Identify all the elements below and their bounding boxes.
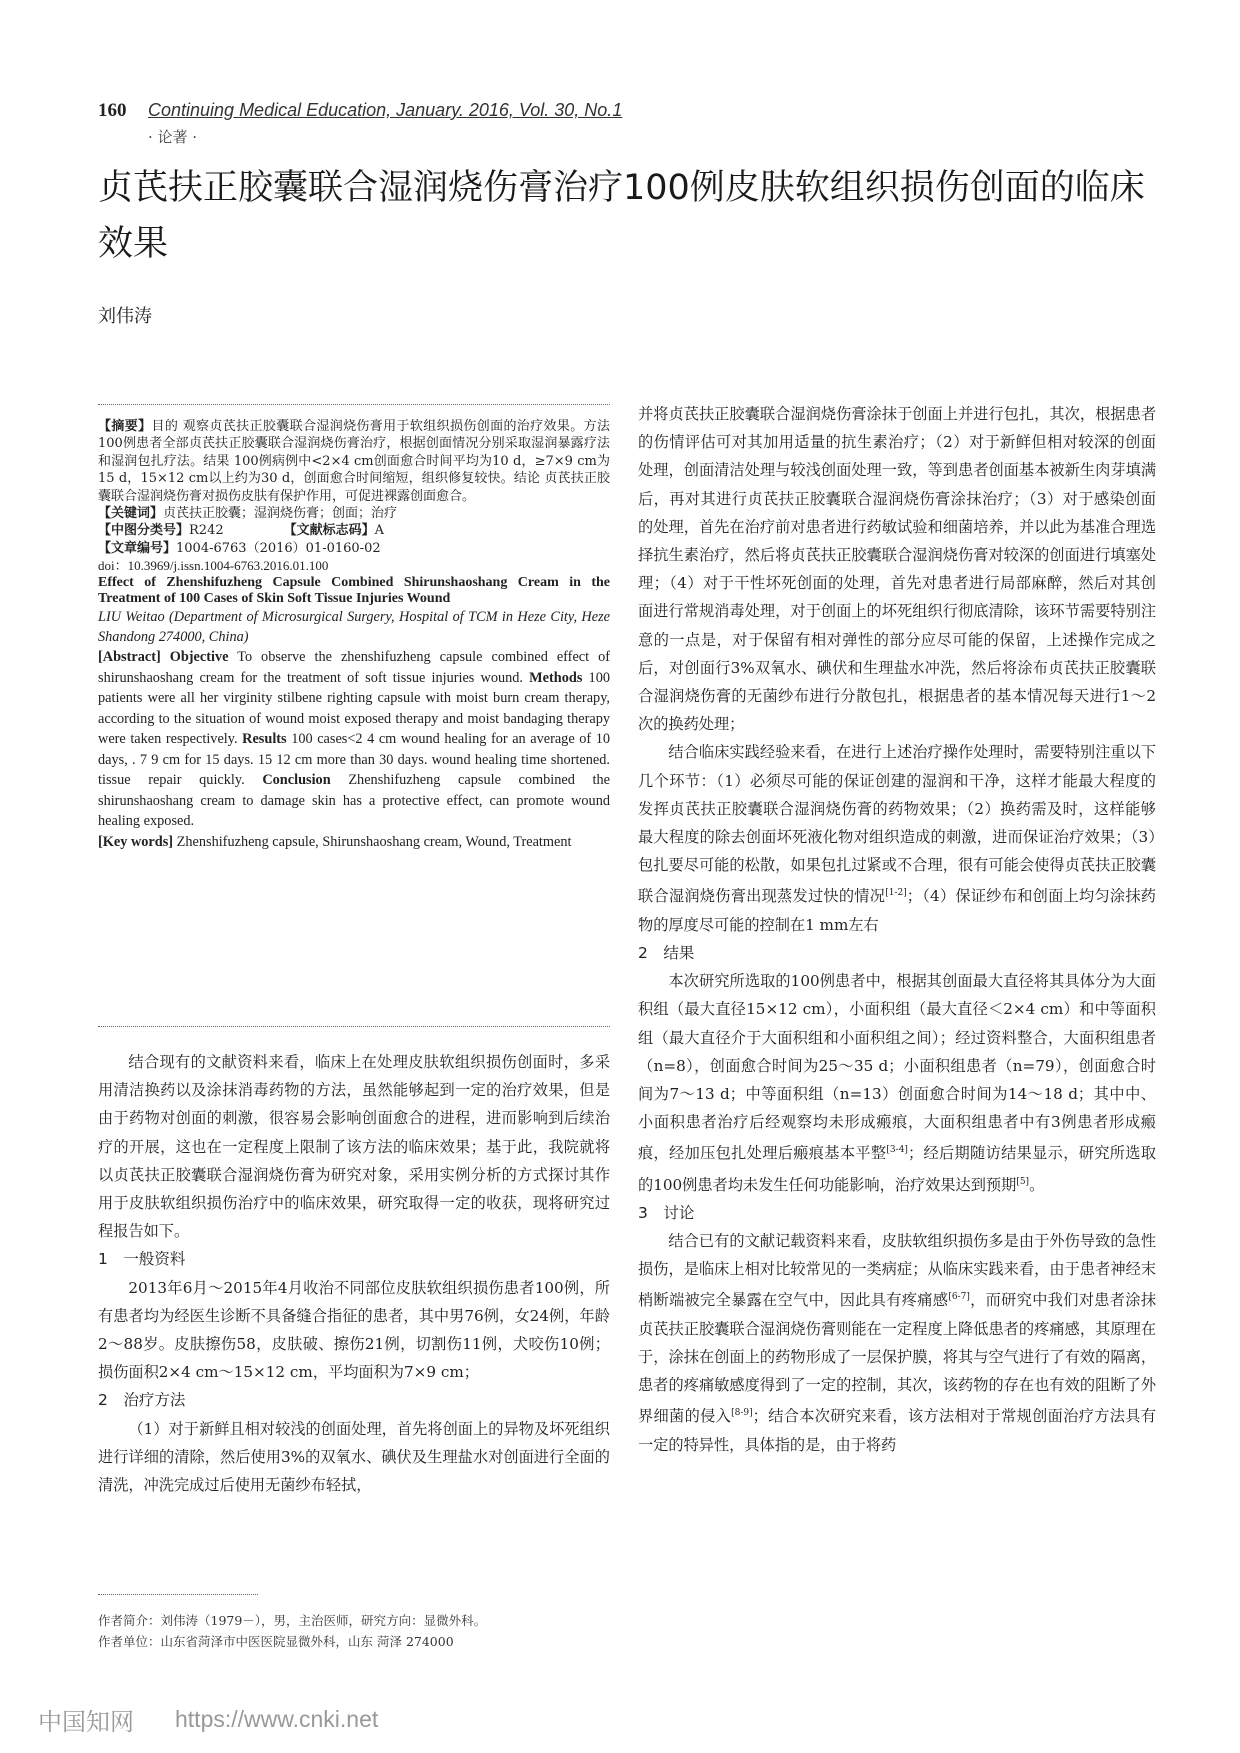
discussion-text-end: ；结合本次研究来看，该方法相对于常规创面治疗方法具有一定的特异性，具体指的是，由于将药 (638, 1407, 1157, 1454)
en-results: 100 cases<2 4 cm wound healing for an average of 10 days, . 7 9 cm for 15 days. 15 12 cm more than 30 days. wound healing time shortened. tissue repair quickly. (98, 731, 610, 789)
abstract-block (98, 418, 610, 852)
citation: [1-2] (885, 888, 907, 899)
cnki-watermark: 中国知网 (38, 1708, 134, 1736)
results-heading: 2 结果 (638, 943, 695, 962)
intro-paragraph: 结合现有的文献资料来看，临床上在处理皮肤软组织损伤创面时，多采用清洁换药以及涂抹消毒药物的方法，虽然能够起到一定的治疗效果，但是由于药物对创面的刺激，很容易会影响创面愈合的进程，进而影响到后续治疗的开展，这也在一定程度上限制了该方法的临床效果；基于此，我院就将以贞芪扶正胶囊联合湿润烧伤膏为研究对象，采用实例分析的方式探讨其作用于皮肤软组织损伤治疗中的临床效果，研究取得一定的收获，现将研究过程报告如下。 (98, 1053, 610, 1241)
right-paragraph-2 (638, 738, 1156, 938)
right-p2-end: ；（4）保证纱布和创面上均匀涂抹药物的厚度尽可能的控制在1 mm左右 (638, 887, 1156, 934)
en-keywords: Zhenshifuzheng capsule, Shirunshaoshang cream, Wound, Treatment (176, 833, 572, 850)
keywords-label: 【关键词】 (98, 506, 164, 522)
citation: [3-4] (886, 1145, 908, 1156)
abstract-bottom-rule (98, 1026, 610, 1027)
section-2-heading: 2 治疗方法 (98, 1391, 186, 1410)
article-title: 贞芪扶正胶囊联合湿润烧伤膏治疗100例皮肤软组织损伤创面的临床效果 (98, 168, 1145, 264)
results-paragraph (638, 967, 1156, 1199)
en-objective: To observe the zhenshifuzheng capsule combined effect of shirunshaoshang cream for the treatment of soft tissue injuries wound. (98, 649, 610, 686)
section-1-heading: 1 一般资料 (98, 1250, 186, 1269)
english-keywords (98, 832, 610, 853)
footnote-author-intro: 作者简介：刘伟涛（1979－），男，主治医师，研究方向：显微外科。 (98, 1613, 487, 1628)
discussion-heading: 3 讨论 (638, 1203, 695, 1222)
left-body (98, 1048, 610, 1499)
citation: [8-9] (731, 1408, 753, 1419)
en-methods: 100 patients were all her virginity stilbene righting capsule with moist burn cream therapy, according to the situation of wound moist exposed therapy and moist bandaging therapy were taken respectively. (98, 669, 610, 748)
keywords-cn (98, 505, 610, 522)
citation: [5] (1016, 1176, 1030, 1187)
citation: [6-7] (948, 1292, 970, 1303)
article-no-value: 1004-6763（2016）01-0160-02 (176, 540, 381, 556)
en-objective-label: Objective (169, 649, 229, 666)
discussion-text-mid: ，而研究中我们对患者涂抹贞芪扶正胶囊联合湿润烧伤膏则能在一定程度上降低患者的疼痛感，其原理在于，涂抹在创面上的药物形成了一层保护膜，将其与空气进行了有效的隔离，患者的疼痛敏感度得到了一定的控制，其次，该药物的存在也有效的阻断了外界细菌的侵入 (638, 1291, 1157, 1426)
keywords-cn-text: 贞芪扶正胶囊；湿润烧伤膏；创面；治疗 (163, 506, 398, 522)
english-title: Effect of Zhenshifuzheng Capsule Combined Shirunshaoshang Cream in the Treatment of 100 Cases of Skin Soft Tissue Injuries Wound (98, 575, 610, 607)
page-number: 160 (98, 100, 127, 121)
author-name: 刘伟涛 (98, 306, 152, 327)
section-1-paragraph: 2013年6月～2015年4月收治不同部位皮肤软组织损伤患者100例，所有患者均为经医生诊断不具备缝合指征的患者，其中男76例，女24例，年龄2～88岁。皮肤擦伤58，皮肤破、擦伤21例，切割伤11例，犬咬伤10例；损伤面积2×4 cm～15×12 cm，平均面积为7×9 cm； (98, 1278, 610, 1382)
abstract-cn (98, 418, 610, 505)
classification-line (98, 522, 610, 539)
en-abstract-label: [Abstract] (98, 649, 161, 666)
journal-header: Continuing Medical Education, January. 2016, Vol. 30, No.1 (148, 100, 623, 120)
doc-code-label: 【文献标志码】 (283, 523, 375, 539)
en-results-label: Results (242, 731, 287, 748)
cnki-url[interactable]: https://www.cnki.net (175, 1706, 379, 1732)
right-p2-text: 结合临床实践经验来看，在进行上述治疗操作处理时，需要特别注重以下几个环节：（1）必须尽可能的保证创建的湿润和干净，这样才能最大程度的发挥贞芪扶正胶囊联合湿润烧伤膏的药物效果；（2）换药需及时，这样能够最大程度的除去创面坏死液化物对组织造成的刺激，进而保证治疗效果；（3）包扎要尽可能的松散，如果包扎过紧或不合理，很有可能会使得贞芪扶正胶囊联合湿润烧伤膏出现蒸发过快的情况 (638, 743, 1156, 906)
discussion-text: 结合已有的文献记载资料来看，皮肤软组织损伤多是由于外伤导致的急性损伤，是临床上相对比较常见的一类病症；从临床实践来看，由于患者神经末梢断端被完全暴露在空气中，因此具有疼痛感 (638, 1232, 1156, 1310)
results-text: 本次研究所选取的100例患者中，根据其创面最大直径将其具体分为大面积组（最大直径15×12 cm），小面积组（最大直径＜2×4 cm）和中等面积组（最大直径介于大面积组和小面积组之间）；经过资料整合，大面积组患者（n=8），创面愈合时间为25～35 d；小面积组患者（n=79），创面愈合时间为7～13 d；中等面积组（n=13）创面愈合时间为14～18 d；其中中、小面积患者治疗后经观察均未形成瘢痕，大面积组患者中有3例患者形成瘢痕，经加压包扎处理后瘢痕基本平整 (638, 972, 1156, 1163)
english-abstract (98, 647, 610, 832)
en-conclusion-label: Conclusion (262, 772, 331, 789)
column-label: · 论著 · (148, 128, 198, 146)
en-keywords-label: [Key words] (98, 833, 174, 850)
footnote-rule (98, 1594, 258, 1595)
results-text-end: ；经后期随访结果显示，研究所选取的100例患者均未发生任何功能影响，治疗效果达到预期 (638, 1144, 1157, 1194)
clc-label: 【中图分类号】 (98, 523, 190, 539)
section-2-paragraph: （1）对于新鲜且相对较浅的创面处理，首先将创面上的异物及坏死组织进行详细的清除，然后使用3%的双氧水、碘伏及生理盐水对创面进行全面的清洗，冲洗完成过后使用无菌纱布轻拭， (98, 1419, 610, 1495)
discussion-paragraph (638, 1227, 1156, 1459)
en-conclusion: Zhenshifuzheng capsule combined the shirunshaoshang cream to damage skin has a protective effect, can promote wound healing exposed. (98, 772, 611, 830)
clc-value: R242 (189, 523, 224, 539)
footnote-author-unit: 作者单位：山东省菏泽市中医医院显微外科，山东 菏泽 274000 (98, 1634, 454, 1649)
doi: doi：10.3969/j.issn.1004-6763.2016.01.100 (98, 558, 329, 574)
en-methods-label: Methods (529, 669, 583, 686)
english-affiliation: LIU Weitao (Department of Microsurgical Surgery, Hospital of TCM in Heze City, Heze Shandong 274000, China) (98, 609, 610, 646)
right-paragraph-1: 并将贞芪扶正胶囊联合湿润烧伤膏涂抹于创面上并进行包扎，其次，根据患者的伤情评估可对其加用适量的抗生素治疗；（2）对于新鲜但相对较深的创面处理，创面清洁处理与较浅创面处理一致，等到患者创面基本被新生肉芽填满后，再对其进行贞芪扶正胶囊联合湿润烧伤膏涂抹治疗；（3）对于感染创面的处理，首先在治疗前对患者进行药敏试验和细菌培养，并以此为基准合理选择抗生素治疗，然后将贞芪扶正胶囊联合湿润烧伤膏对较深的创面进行填塞处理；（4）对于干性坏死创面的处理，首先对患者进行局部麻醉，然后对其创面进行常规消毒处理，对于创面上的坏死组织行彻底清除，该环节需要特别注意的一点是，对于保留有相对弹性的部分应尽可能的保留，上述操作完成之后，对创面行3%双氧水、碘伏和生理盐水冲洗，然后将涂布贞芪扶正胶囊联合湿润烧伤膏的无菌纱布进行分散包扎，根据患者的基本情况每天进行1～2次的换药处理； (638, 405, 1156, 734)
abstract-cn-text: 目的 观察贞芪扶正胶囊联合湿润烧伤膏用于软组织损伤创面的治疗效果。方法 100例患者全部贞芪扶正胶囊联合湿润烧伤膏治疗，根据创面情况分别采取湿润暴露疗法和湿润包扎疗法。结果 100例病例中<2×4 cm创面愈合时间平均为10 d，≥7×9 cm为15 d，15×12 cm以上约为30 d，创面愈合时间缩短，组织修复较快。结论 贞芪扶正胶囊联合湿润烧伤膏对损伤皮肤有保护作用，可促进裸露创面愈合。 (98, 419, 610, 504)
article-no-label: 【文章编号】 (98, 540, 177, 556)
footnote (98, 1610, 610, 1652)
abstract-label: 【摘要】 (98, 419, 152, 434)
abstract-top-rule (98, 404, 610, 405)
doc-code-value: A (374, 523, 385, 539)
article-no-line (98, 540, 610, 557)
results-text-end2: 。 (1029, 1175, 1045, 1194)
right-body (638, 400, 1156, 1459)
